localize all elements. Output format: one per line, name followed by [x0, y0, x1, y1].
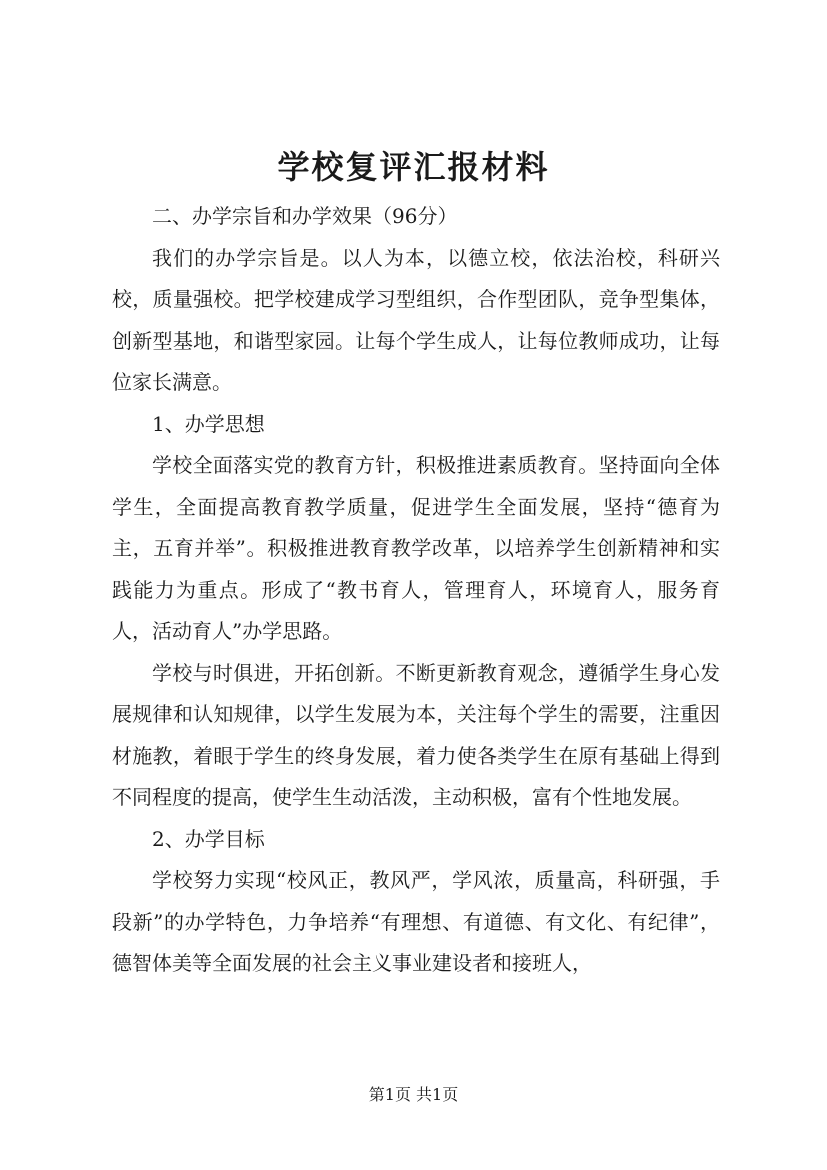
section-heading: 2、办学目标	[152, 826, 265, 851]
paragraph: 学校全面落实党的教育方针，积极推进素质教育。坚持面向全体学生，全面提高教育教学质量，促进学生全面发展，坚持“德育为主，五育并举”。积极推进教育教学改革，以培养学生创新精神和实践能力为重点。形成了“教书育人，管理育人，环境育人，服务育人，活动育人”办学思路。	[112, 453, 720, 643]
document-title: 学校复评汇报材料	[277, 148, 550, 186]
section-heading: 1、办学思想	[152, 411, 265, 436]
paragraph: 我们的办学宗旨是。以人为本，以德立校，依法治校，科研兴校，质量强校。把学校建成学习型组织，合作型团队，竞争型集体，创新型基地，和谐型家园。让每个学生成人，让每位教师成功，让每位家长满意。	[112, 245, 720, 394]
page-footer: 第1页 共1页	[368, 1085, 459, 1104]
document-body	[112, 196, 720, 985]
section-heading: 二、办学宗旨和办学效果（96分）	[152, 204, 458, 228]
paragraph: 学校努力实现“校风正，教风严，学风浓，质量高，科研强，手段新”的办学特色，力争培养“有理想、有道德、有文化、有纪律”，德智体美等全面发展的社会主义事业建设者和接班人，	[112, 868, 720, 975]
paragraph: 学校与时俱进，开拓创新。不断更新教育观念，遵循学生身心发展规律和认知规律，以学生发展为本，关注每个学生的需要，注重因材施教，着眼于学生的终身发展，着力使各类学生在原有基础上得到不同程度的提高，使学生生动活泼，主动积极，富有个性地发展。	[112, 660, 720, 809]
